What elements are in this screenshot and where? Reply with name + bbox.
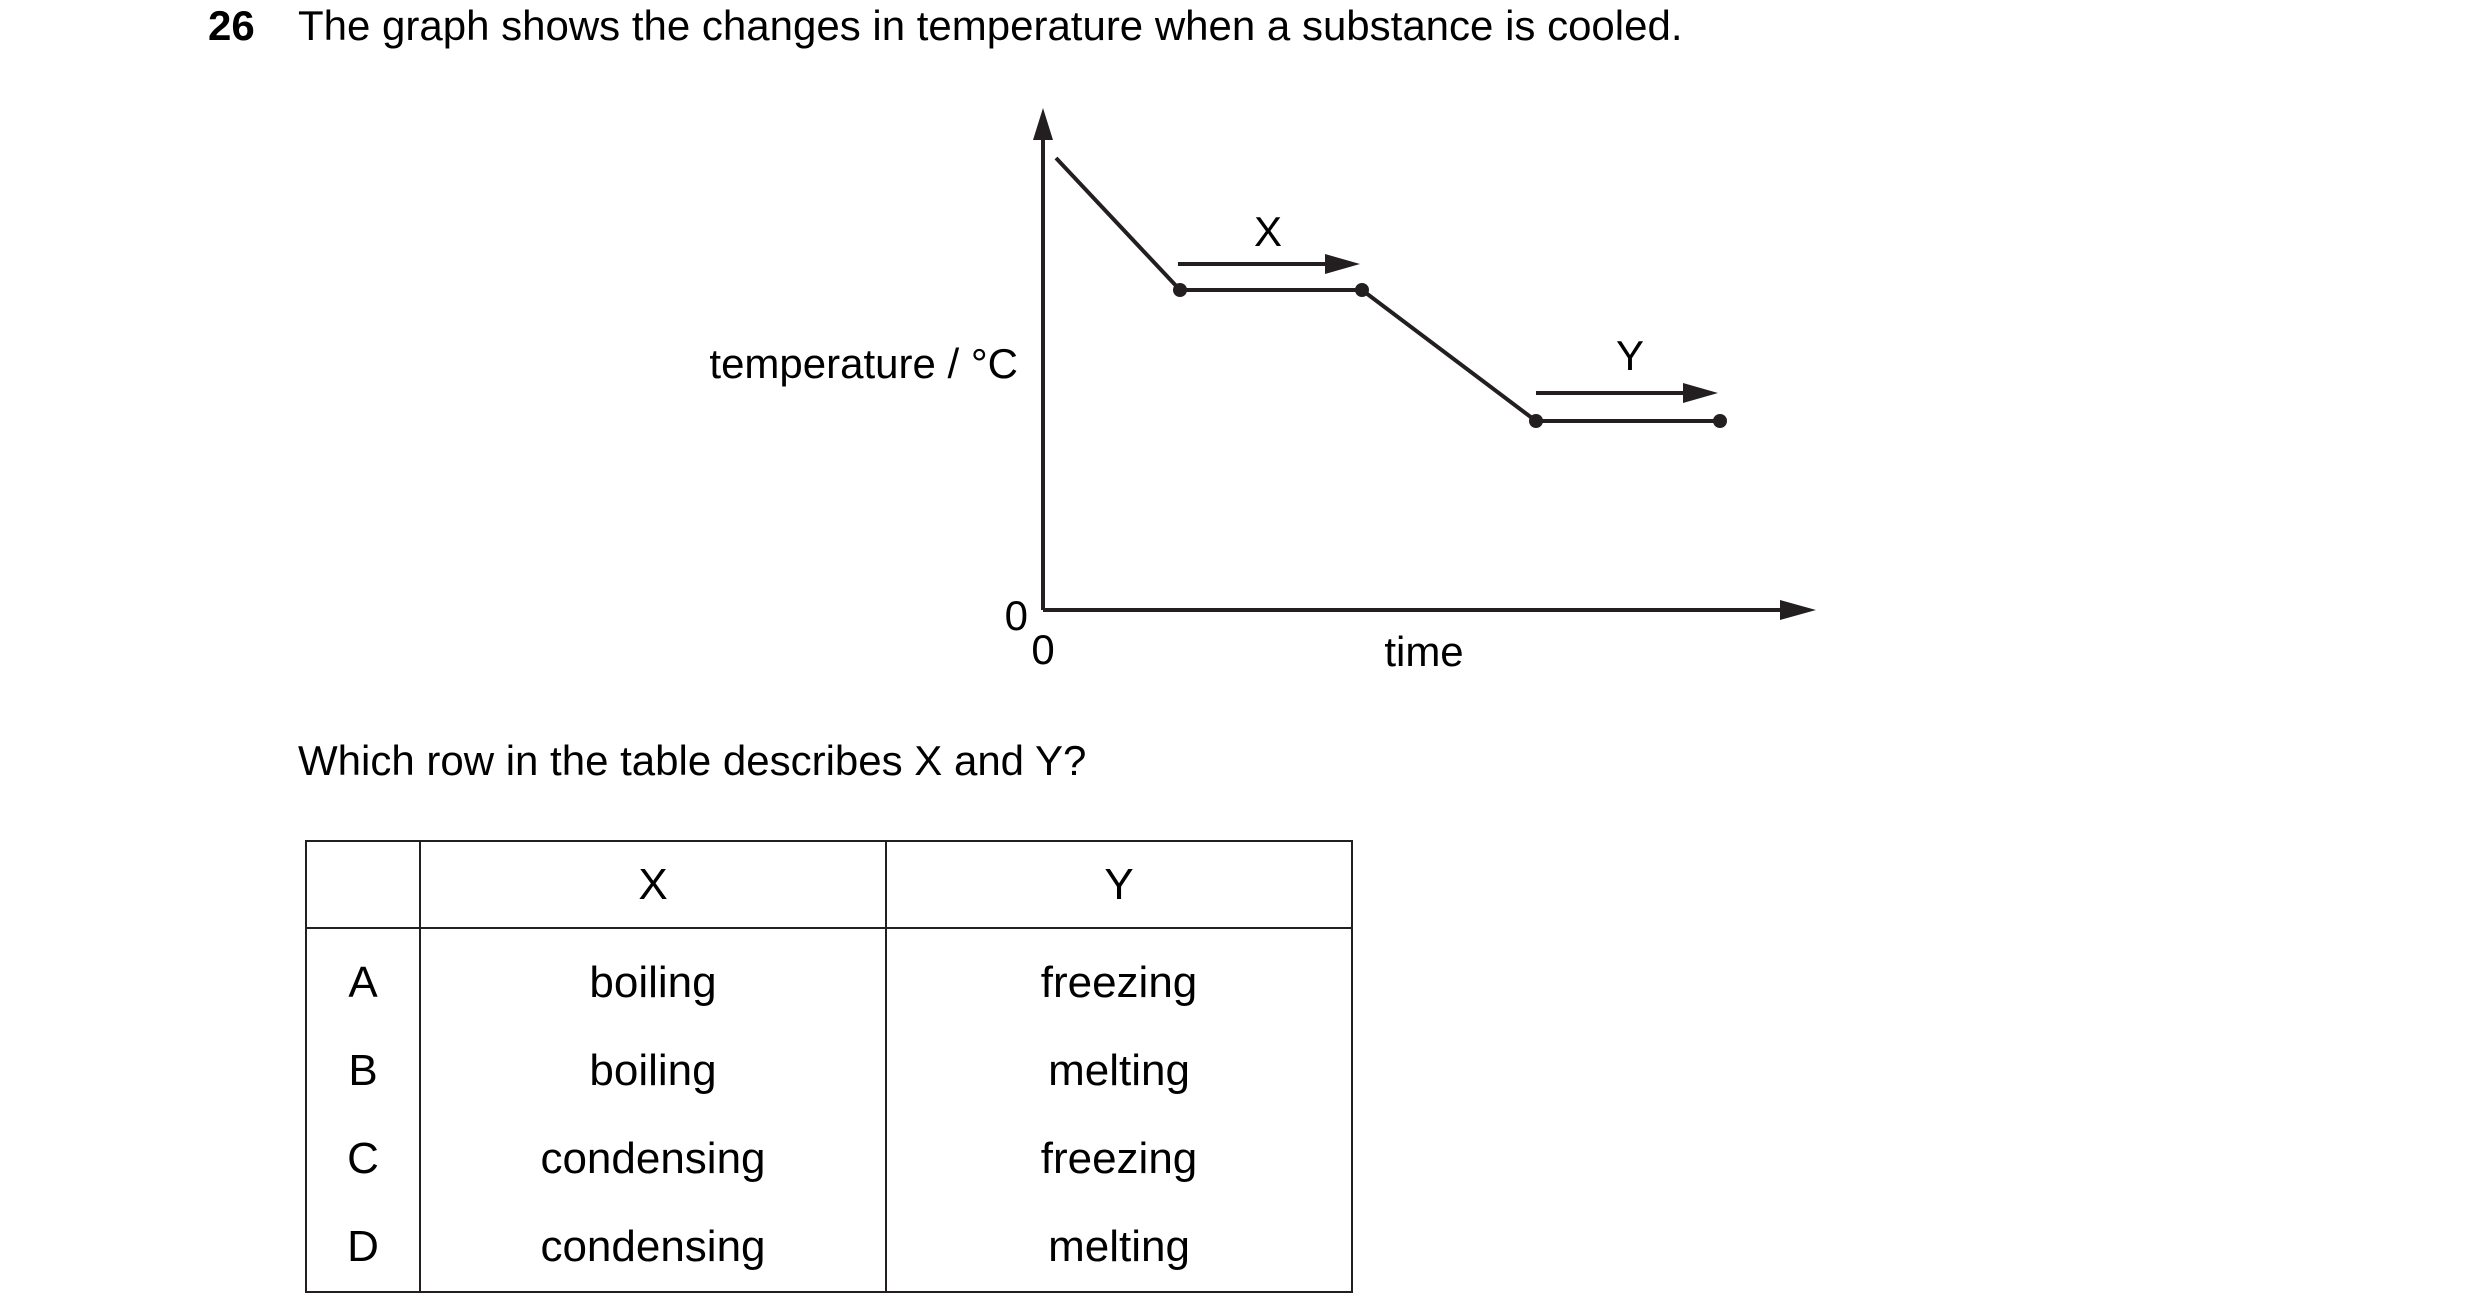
row-x-value: boiling <box>420 1027 886 1115</box>
row-letter: C <box>306 1115 420 1203</box>
table-header-row <box>306 841 1352 928</box>
x-axis-label: time <box>1384 628 1464 675</box>
point-y-start <box>1529 414 1543 428</box>
row-y-value: melting <box>886 1203 1352 1292</box>
y-axis-label: temperature / °C <box>709 340 1018 387</box>
row-x-value: condensing <box>420 1203 886 1292</box>
y-interval-arrow-icon <box>1683 383 1718 403</box>
row-x-value: condensing <box>420 1115 886 1203</box>
row-letter: D <box>306 1203 420 1292</box>
table-row <box>306 928 1352 1027</box>
question-number: 26 <box>208 2 255 49</box>
table-row <box>306 1203 1352 1292</box>
header-y: Y <box>886 841 1352 928</box>
cooling-curve-line <box>1056 158 1720 421</box>
x-axis-arrow-icon <box>1780 600 1816 620</box>
question-text: The graph shows the changes in temperature when a substance is cooled. <box>298 2 1683 49</box>
x-origin-label: 0 <box>1031 626 1055 673</box>
y-origin-label: 0 <box>1004 592 1028 639</box>
label-x: X <box>1253 208 1283 255</box>
answer-table <box>305 840 1353 1293</box>
label-y: Y <box>1615 332 1645 379</box>
table-row <box>306 1027 1352 1115</box>
header-x: X <box>420 841 886 928</box>
row-y-value: melting <box>886 1027 1352 1115</box>
y-axis-arrow-icon <box>1033 108 1053 140</box>
row-x-value: boiling <box>420 928 886 1027</box>
x-interval-arrow-icon <box>1325 254 1360 274</box>
header-letter <box>306 841 420 928</box>
table-row <box>306 1115 1352 1203</box>
row-letter: A <box>306 928 420 1027</box>
row-y-value: freezing <box>886 1115 1352 1203</box>
row-letter: B <box>306 1027 420 1115</box>
point-x-end <box>1355 283 1369 297</box>
row-y-value: freezing <box>886 928 1352 1027</box>
point-x-start <box>1173 283 1187 297</box>
table-prompt: Which row in the table describes X and Y? <box>298 737 1087 784</box>
point-y-end <box>1713 414 1727 428</box>
